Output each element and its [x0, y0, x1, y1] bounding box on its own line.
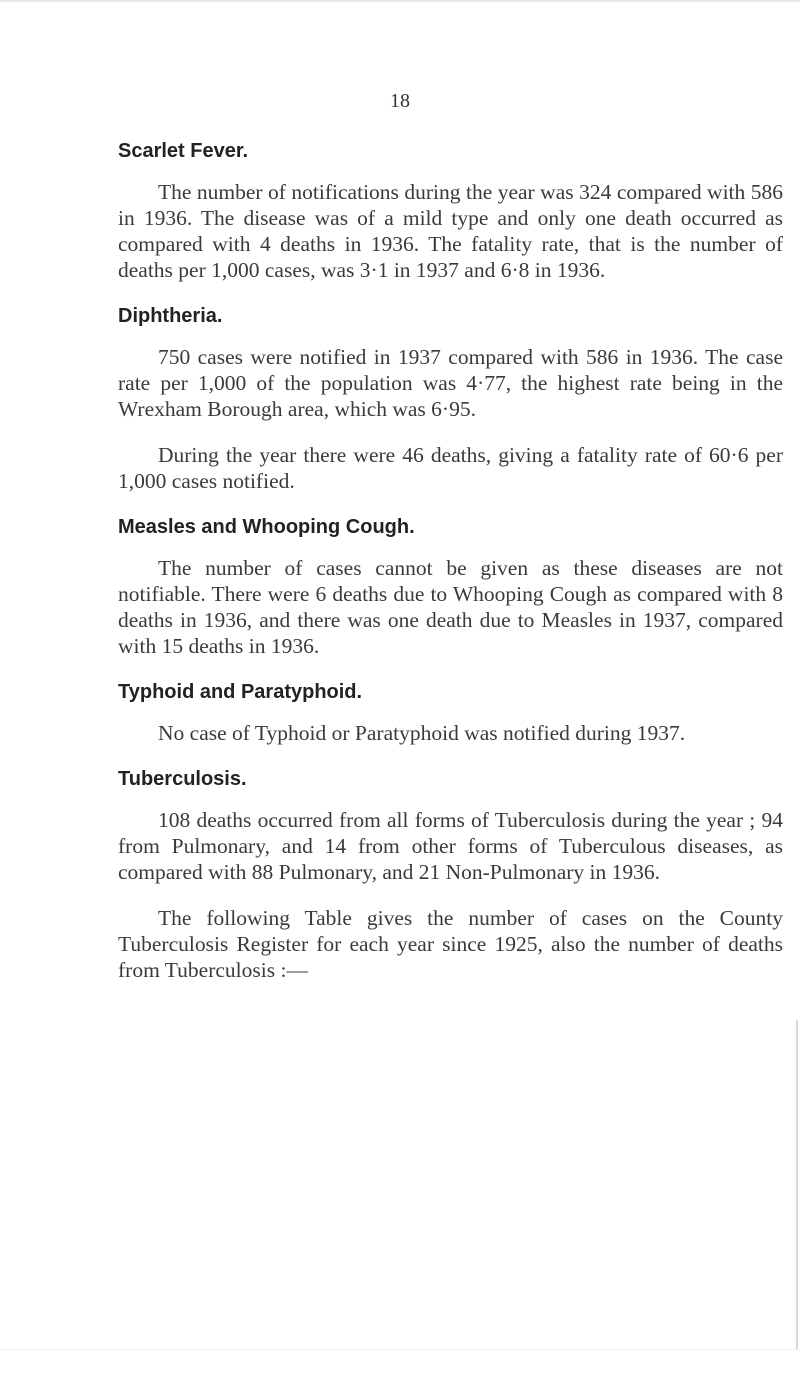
section-tuberculosis: [118, 768, 783, 983]
paragraph: 108 deaths occurred from all forms of Tuberculosis during the year ; 94 from Pulmonary, and 14 from other forms of Tuberculous diseases, as compared with 88 Pulmonary, and 21 Non-Pulmonary in 1936.: [118, 808, 783, 884]
section-heading: Scarlet Fever.: [118, 140, 249, 162]
section-scarlet-fever: [118, 140, 783, 283]
page-right-edge: [796, 1020, 798, 1350]
paragraph: The number of notifications during the year was 324 compared with 586 in 1936. The disease was of a mild type and only one death occurred as compared with 4 deaths in 1936. The fatality rate, that is the number of deaths per 1,000 cases, was 3·1 in 1937 and 6·8 in 1936.: [118, 180, 783, 282]
section-heading: Typhoid and Paratyphoid.: [118, 681, 363, 703]
section-measles-whooping-cough: [118, 516, 783, 659]
report-body: [118, 140, 783, 1005]
page-bottom-edge: [0, 1349, 800, 1350]
page-number: 18: [390, 90, 410, 112]
page-top-edge: [0, 0, 800, 2]
paragraph: During the year there were 46 deaths, giving a fatality rate of 60·6 per 1,000 cases notified.: [118, 443, 783, 493]
paragraph: No case of Typhoid or Paratyphoid was notified during 1937.: [158, 721, 686, 745]
section-heading: Diphtheria.: [118, 305, 223, 327]
section-diphtheria: [118, 305, 783, 494]
paragraph: 750 cases were notified in 1937 compared with 586 in 1936. The case rate per 1,000 of the population was 4·77, the highest rate being in the Wrexham Borough area, which was 6·95.: [118, 345, 783, 421]
paragraph: The following Table gives the number of cases on the County Tuberculosis Register for each year since 1925, also the number of deaths from Tuberculosis :—: [118, 906, 783, 982]
section-heading: Measles and Whooping Cough.: [118, 516, 415, 538]
section-typhoid-paratyphoid: [118, 681, 783, 746]
paragraph: The number of cases cannot be given as these diseases are not notifiable. There were 6 deaths due to Whooping Cough as compared with 8 deaths in 1936, and there was one death due to Measles in 1937, compared with 15 deaths in 1936.: [118, 556, 783, 658]
section-heading: Tuberculosis.: [118, 768, 247, 790]
